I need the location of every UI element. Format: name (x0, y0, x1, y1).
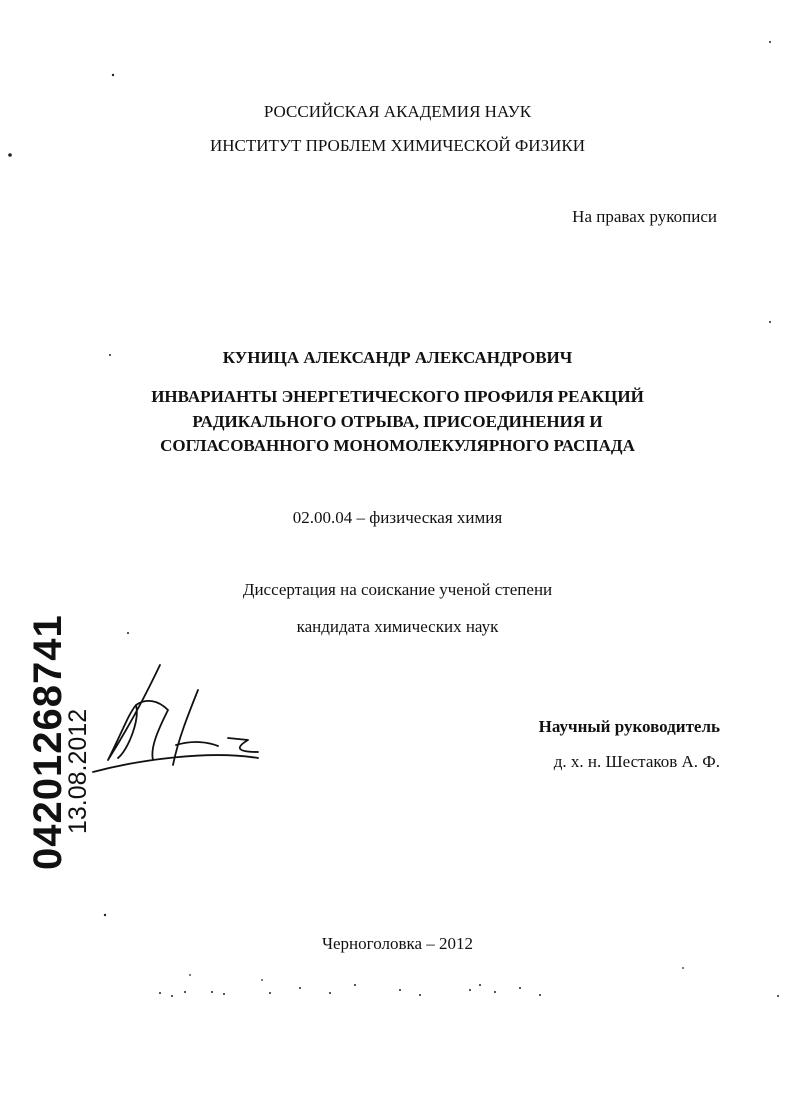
manuscript-note: На правах рукописи (572, 207, 717, 226)
supervisor-label: Научный руководитель (538, 717, 720, 736)
specialty-code: 02.00.04 – физическая химия (292, 508, 503, 527)
signature (88, 660, 268, 775)
author-name: КУНИЦА АЛЕКСАНДР АЛЕКСАНДРОВИЧ (222, 348, 573, 367)
stamp-date: 13.08.2012 (64, 708, 92, 834)
title-line-1: ИНВАРИАНТЫ ЭНЕРГЕТИЧЕСКОГО ПРОФИЛЯ РЕАКЦИЙ (151, 387, 644, 406)
stamp-number: 04201268741 (26, 614, 70, 870)
degree-line-1: Диссертация на соискание ученой степени (242, 580, 553, 599)
title-line-3: СОГЛАСОВАННОГО МОНОМОЛЕКУЛЯРНОГО РАСПАДА (160, 436, 635, 455)
header-institute: ИНСТИТУТ ПРОБЛЕМ ХИМИЧЕСКОЙ ФИЗИКИ (210, 136, 585, 155)
footer-city-year: Черноголовка – 2012 (321, 934, 474, 953)
header-academy: РОССИЙСКАЯ АКАДЕМИЯ НАУК (263, 102, 532, 121)
title-line-2: РАДИКАЛЬНОГО ОТРЫВА, ПРИСОЕДИНЕНИЯ И (192, 412, 603, 431)
supervisor-name: д. х. н. Шестаков А. Ф. (553, 752, 720, 771)
degree-line-2: кандидата химических наук (296, 617, 499, 636)
